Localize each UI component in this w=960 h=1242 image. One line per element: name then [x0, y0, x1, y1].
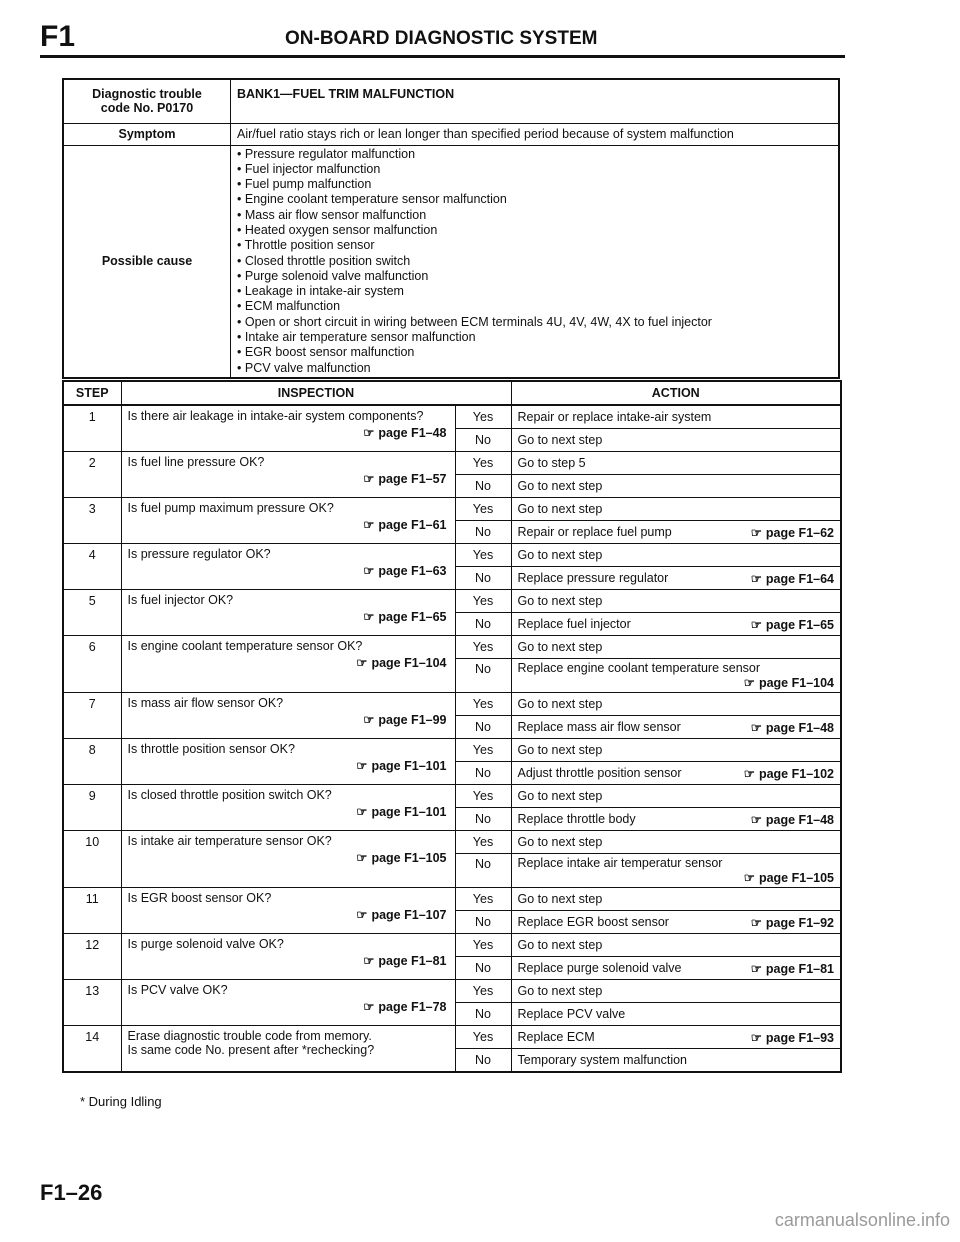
possible-cause-item: • Mass air flow sensor malfunction — [237, 208, 838, 223]
yes-label: Yes — [455, 888, 511, 911]
page-reference — [128, 655, 447, 670]
step-row-yes — [63, 452, 841, 475]
yes-action-text: Go to next step — [517, 640, 603, 654]
no-action — [511, 429, 841, 452]
watermark: carmanualsonline.info — [774, 1210, 950, 1230]
action-page-reference — [751, 525, 840, 540]
dtc-info-table — [62, 78, 840, 379]
inspection-question-text: Is intake air temperature sensor OK? — [127, 834, 332, 848]
action-page-reference — [744, 766, 840, 781]
inspection-question-text: Is fuel injector OK? — [127, 593, 234, 607]
possible-cause-item: • Heated oxygen sensor malfunction — [237, 223, 838, 238]
action-page-reference — [751, 720, 840, 735]
step-row-yes — [63, 590, 841, 613]
step-number: 3 — [63, 498, 121, 544]
no-label: No — [455, 762, 511, 785]
step-number: 7 — [63, 693, 121, 739]
no-action-text: Replace engine coolant temperature sensor — [517, 661, 761, 675]
no-action-text: Adjust throttle position sensor — [517, 765, 682, 780]
page-reference-text: page F1–61 — [378, 518, 447, 532]
yes-label: Yes — [455, 590, 511, 613]
possible-cause-item: • ECM malfunction — [237, 299, 838, 314]
yes-action-text: Go to next step — [517, 697, 603, 711]
hand-pointer-icon: ☞ — [356, 759, 368, 773]
possible-cause-item: • Fuel pump malfunction — [237, 177, 838, 192]
action-page-reference-text: page F1–64 — [765, 571, 834, 586]
no-action — [511, 567, 841, 590]
header-rule — [40, 55, 845, 58]
inspection-question-text: Is EGR boost sensor OK? — [127, 891, 272, 905]
no-action — [511, 957, 841, 980]
yes-action — [511, 590, 841, 613]
inspection-header: INSPECTION — [121, 381, 511, 405]
page-reference-text: page F1–105 — [371, 851, 447, 865]
yes-action — [511, 544, 841, 567]
dtc-code-label-2: code No. P0170 — [100, 101, 194, 116]
step-row-yes — [63, 1026, 841, 1049]
step-row-yes — [63, 831, 841, 854]
yes-label: Yes — [455, 636, 511, 659]
action-page-reference-text: page F1–48 — [765, 812, 834, 827]
page-reference — [128, 563, 447, 578]
hand-pointer-icon: ☞ — [750, 525, 762, 540]
action-page-reference — [751, 1030, 840, 1045]
inspection-question-text: Is closed throttle position switch OK? — [127, 788, 332, 802]
no-label: No — [455, 1003, 511, 1026]
no-action — [511, 716, 841, 739]
page-reference-text: page F1–81 — [378, 954, 447, 968]
no-label: No — [455, 567, 511, 590]
page-reference-text: page F1–101 — [371, 805, 447, 819]
yes-action — [511, 405, 841, 429]
step-number: 14 — [63, 1026, 121, 1073]
hand-pointer-icon: ☞ — [356, 851, 368, 865]
step-number: 6 — [63, 636, 121, 693]
no-label: No — [455, 957, 511, 980]
yes-action — [511, 636, 841, 659]
hand-pointer-icon: ☞ — [363, 713, 375, 727]
yes-action-text: Go to next step — [517, 789, 603, 803]
action-page-reference-text: page F1–48 — [765, 720, 834, 735]
action-page-reference-text: page F1–65 — [765, 617, 834, 632]
action-page-reference — [751, 812, 840, 827]
yes-action — [511, 785, 841, 808]
step-number: 13 — [63, 980, 121, 1026]
action-page-reference-text: page F1–93 — [765, 1030, 834, 1045]
yes-action — [511, 1026, 841, 1049]
action-page-reference-text: page F1–104 — [758, 676, 834, 690]
step-row-yes — [63, 980, 841, 1003]
no-action — [511, 1049, 841, 1073]
yes-label: Yes — [455, 498, 511, 521]
step-number: 9 — [63, 785, 121, 831]
inspection-question-text: Is fuel line pressure OK? — [127, 455, 265, 469]
step-number: 2 — [63, 452, 121, 498]
step-number: 10 — [63, 831, 121, 888]
inspection-question-text: Erase diagnostic trouble code from memory. — [127, 1029, 372, 1043]
no-action-text: Go to next step — [517, 479, 603, 493]
action-page-reference-text: page F1–102 — [758, 766, 834, 781]
inspection-question-text-2: Is same code No. present after *rechecking? — [127, 1043, 375, 1057]
yes-action-text: Replace ECM — [517, 1029, 595, 1044]
no-label: No — [455, 429, 511, 452]
yes-action — [511, 452, 841, 475]
step-row-yes — [63, 693, 841, 716]
page-reference — [128, 907, 447, 922]
hand-pointer-icon: ☞ — [743, 676, 755, 690]
action-page-reference — [751, 617, 840, 632]
hand-pointer-icon: ☞ — [363, 610, 375, 624]
yes-label: Yes — [455, 452, 511, 475]
no-label: No — [455, 521, 511, 544]
inspection-question-text: Is purge solenoid valve OK? — [127, 937, 284, 951]
dtc-code-label-1: Diagnostic trouble — [92, 87, 202, 102]
page-reference — [128, 999, 447, 1014]
hand-pointer-icon: ☞ — [750, 961, 762, 976]
possible-cause-item: • Throttle position sensor — [237, 238, 838, 253]
yes-label: Yes — [455, 405, 511, 429]
page-reference — [128, 953, 447, 968]
page-reference-text: page F1–57 — [378, 472, 447, 486]
yes-action-text: Go to next step — [517, 938, 603, 952]
action-page-reference-text: page F1–92 — [765, 915, 834, 930]
yes-label: Yes — [455, 980, 511, 1003]
hand-pointer-icon: ☞ — [750, 1030, 762, 1045]
possible-cause-item: • PCV valve malfunction — [237, 361, 838, 376]
footnote: * During Idling — [80, 1094, 162, 1109]
no-action — [511, 659, 841, 693]
yes-label: Yes — [455, 739, 511, 762]
page-reference-text: page F1–65 — [378, 610, 447, 624]
page-reference-text: page F1–78 — [378, 1000, 447, 1014]
page-reference — [128, 425, 447, 440]
page-reference-text: page F1–104 — [371, 656, 447, 670]
action-page-reference-text: page F1–62 — [765, 525, 834, 540]
page-reference-text: page F1–101 — [371, 759, 447, 773]
inspection-question-text: Is PCV valve OK? — [127, 983, 228, 997]
yes-action — [511, 693, 841, 716]
no-action-text: Replace pressure regulator — [517, 570, 669, 585]
no-label: No — [455, 613, 511, 636]
inspection-question — [121, 590, 455, 636]
page-reference-text: page F1–63 — [378, 564, 447, 578]
step-row-yes — [63, 888, 841, 911]
page-reference-text: page F1–99 — [378, 713, 447, 727]
no-action-text: Temporary system malfunction — [517, 1053, 688, 1067]
step-number: 12 — [63, 934, 121, 980]
possible-cause-item: • EGR boost sensor malfunction — [237, 345, 838, 360]
yes-action-text: Repair or replace intake-air system — [517, 410, 712, 424]
no-label: No — [455, 475, 511, 498]
hand-pointer-icon: ☞ — [363, 472, 375, 486]
no-label: No — [455, 716, 511, 739]
yes-action-text: Go to next step — [517, 594, 603, 608]
yes-action — [511, 739, 841, 762]
dtc-title: BANK1—FUEL TRIM MALFUNCTION — [231, 79, 840, 123]
hand-pointer-icon: ☞ — [363, 426, 375, 440]
yes-action-text: Go to step 5 — [517, 456, 586, 470]
hand-pointer-icon: ☞ — [356, 656, 368, 670]
no-action — [511, 521, 841, 544]
no-label: No — [455, 659, 511, 693]
possible-cause-item: • Closed throttle position switch — [237, 254, 838, 269]
yes-label: Yes — [455, 693, 511, 716]
inspection-table — [62, 380, 842, 1073]
possible-cause-item: • Open or short circuit in wiring between ECM terminals 4U, 4V, 4W, 4X to fuel injector — [237, 315, 838, 330]
no-action — [511, 911, 841, 934]
yes-label: Yes — [455, 785, 511, 808]
hand-pointer-icon: ☞ — [363, 564, 375, 578]
step-number: 4 — [63, 544, 121, 590]
inspection-question — [121, 693, 455, 739]
possible-cause-list — [231, 146, 838, 377]
yes-label: Yes — [455, 934, 511, 957]
yes-label: Yes — [455, 1026, 511, 1049]
action-page-reference — [751, 961, 840, 976]
possible-cause-cell — [231, 145, 840, 378]
no-action — [511, 762, 841, 785]
inspection-question-text: Is fuel pump maximum pressure OK? — [127, 501, 334, 515]
yes-action-text: Go to next step — [517, 502, 603, 516]
possible-cause-item: • Leakage in intake-air system — [237, 284, 838, 299]
hand-pointer-icon: ☞ — [750, 812, 762, 827]
inspection-question-text: Is mass air flow sensor OK? — [127, 696, 284, 710]
inspection-header-row — [63, 381, 841, 405]
no-action-text: Replace intake air temperatur sensor — [517, 856, 723, 870]
no-action — [511, 613, 841, 636]
yes-action — [511, 831, 841, 854]
yes-label: Yes — [455, 831, 511, 854]
inspection-question — [121, 636, 455, 693]
page-reference-text: page F1–107 — [371, 908, 447, 922]
hand-pointer-icon: ☞ — [363, 1000, 375, 1014]
step-number: 1 — [63, 405, 121, 452]
yes-action-text: Go to next step — [517, 743, 603, 757]
hand-pointer-icon: ☞ — [750, 720, 762, 735]
page-reference — [128, 758, 447, 773]
possible-cause-item: • Intake air temperature sensor malfunction — [237, 330, 838, 345]
step-row-yes — [63, 498, 841, 521]
inspection-question — [121, 831, 455, 888]
possible-cause-label: Possible cause — [63, 145, 231, 378]
yes-action — [511, 498, 841, 521]
page-reference — [128, 471, 447, 486]
step-row-yes — [63, 544, 841, 567]
yes-action-text: Go to next step — [517, 548, 603, 562]
hand-pointer-icon: ☞ — [356, 908, 368, 922]
step-header: STEP — [63, 381, 121, 405]
inspection-question-text: Is there air leakage in intake-air system components? — [127, 409, 424, 423]
yes-label: Yes — [455, 544, 511, 567]
page-title: ON-BOARD DIAGNOSTIC SYSTEM — [285, 28, 598, 49]
no-action — [511, 475, 841, 498]
section-code: F1 — [40, 20, 76, 53]
yes-action — [511, 980, 841, 1003]
no-action — [511, 854, 841, 888]
hand-pointer-icon: ☞ — [363, 518, 375, 532]
no-action-text: Go to next step — [517, 433, 603, 447]
yes-action-text: Go to next step — [517, 984, 603, 998]
inspection-question — [121, 544, 455, 590]
no-label: No — [455, 1049, 511, 1073]
step-row-yes — [63, 405, 841, 429]
hand-pointer-icon: ☞ — [750, 915, 762, 930]
step-number: 11 — [63, 888, 121, 934]
inspection-question-text: Is pressure regulator OK? — [127, 547, 271, 561]
inspection-question — [121, 1026, 455, 1073]
dtc-code-cell — [63, 79, 231, 123]
no-action — [511, 1003, 841, 1026]
inspection-question-text: Is throttle position sensor OK? — [127, 742, 295, 756]
hand-pointer-icon: ☞ — [750, 617, 762, 632]
no-action-text: Replace throttle body — [517, 811, 636, 826]
no-action-text: Replace EGR boost sensor — [517, 914, 669, 929]
page-reference — [128, 609, 447, 624]
no-action-text: Replace fuel injector — [517, 616, 631, 631]
step-row-yes — [63, 739, 841, 762]
page-reference — [128, 712, 447, 727]
possible-cause-item: • Fuel injector malfunction — [237, 162, 838, 177]
possible-cause-item: • Engine coolant temperature sensor malfunction — [237, 192, 838, 207]
inspection-question — [121, 785, 455, 831]
action-page-reference-text: page F1–81 — [765, 961, 834, 976]
possible-cause-item: • Pressure regulator malfunction — [237, 147, 838, 162]
page-reference-text: page F1–48 — [378, 426, 447, 440]
yes-action — [511, 934, 841, 957]
no-action-text: Replace PCV valve — [517, 1007, 626, 1021]
inspection-question — [121, 498, 455, 544]
no-label: No — [455, 911, 511, 934]
inspection-question — [121, 405, 455, 452]
page-reference — [128, 517, 447, 532]
possible-cause-item: • Purge solenoid valve malfunction — [237, 269, 838, 284]
inspection-question — [121, 888, 455, 934]
action-header: ACTION — [511, 381, 841, 405]
hand-pointer-icon: ☞ — [356, 805, 368, 819]
step-row-yes — [63, 934, 841, 957]
no-action-text: Repair or replace fuel pump — [517, 524, 672, 539]
step-number: 8 — [63, 739, 121, 785]
no-label: No — [455, 854, 511, 888]
no-action — [511, 808, 841, 831]
inspection-question — [121, 980, 455, 1026]
action-page-reference — [518, 870, 841, 885]
hand-pointer-icon: ☞ — [363, 954, 375, 968]
action-page-reference — [518, 675, 841, 690]
yes-action-text: Go to next step — [517, 835, 603, 849]
step-row-yes — [63, 785, 841, 808]
page-reference — [128, 850, 447, 865]
symptom-text: Air/fuel ratio stays rich or lean longer than specified period because of system malfunction — [231, 123, 840, 145]
action-page-reference — [751, 571, 840, 586]
step-number: 5 — [63, 590, 121, 636]
inspection-question-text: Is engine coolant temperature sensor OK? — [127, 639, 363, 653]
symptom-label: Symptom — [63, 123, 231, 145]
page-reference — [128, 804, 447, 819]
yes-action-text: Go to next step — [517, 892, 603, 906]
page-number: F1–26 — [40, 1180, 103, 1205]
action-page-reference — [751, 915, 840, 930]
hand-pointer-icon: ☞ — [743, 766, 755, 781]
action-page-reference-text: page F1–105 — [758, 871, 834, 885]
inspection-question — [121, 739, 455, 785]
no-action-text: Replace purge solenoid valve — [517, 960, 682, 975]
step-row-yes — [63, 636, 841, 659]
no-label: No — [455, 808, 511, 831]
inspection-question — [121, 452, 455, 498]
hand-pointer-icon: ☞ — [743, 871, 755, 885]
hand-pointer-icon: ☞ — [750, 571, 762, 586]
no-action-text: Replace mass air flow sensor — [517, 719, 681, 734]
inspection-question — [121, 934, 455, 980]
yes-action — [511, 888, 841, 911]
